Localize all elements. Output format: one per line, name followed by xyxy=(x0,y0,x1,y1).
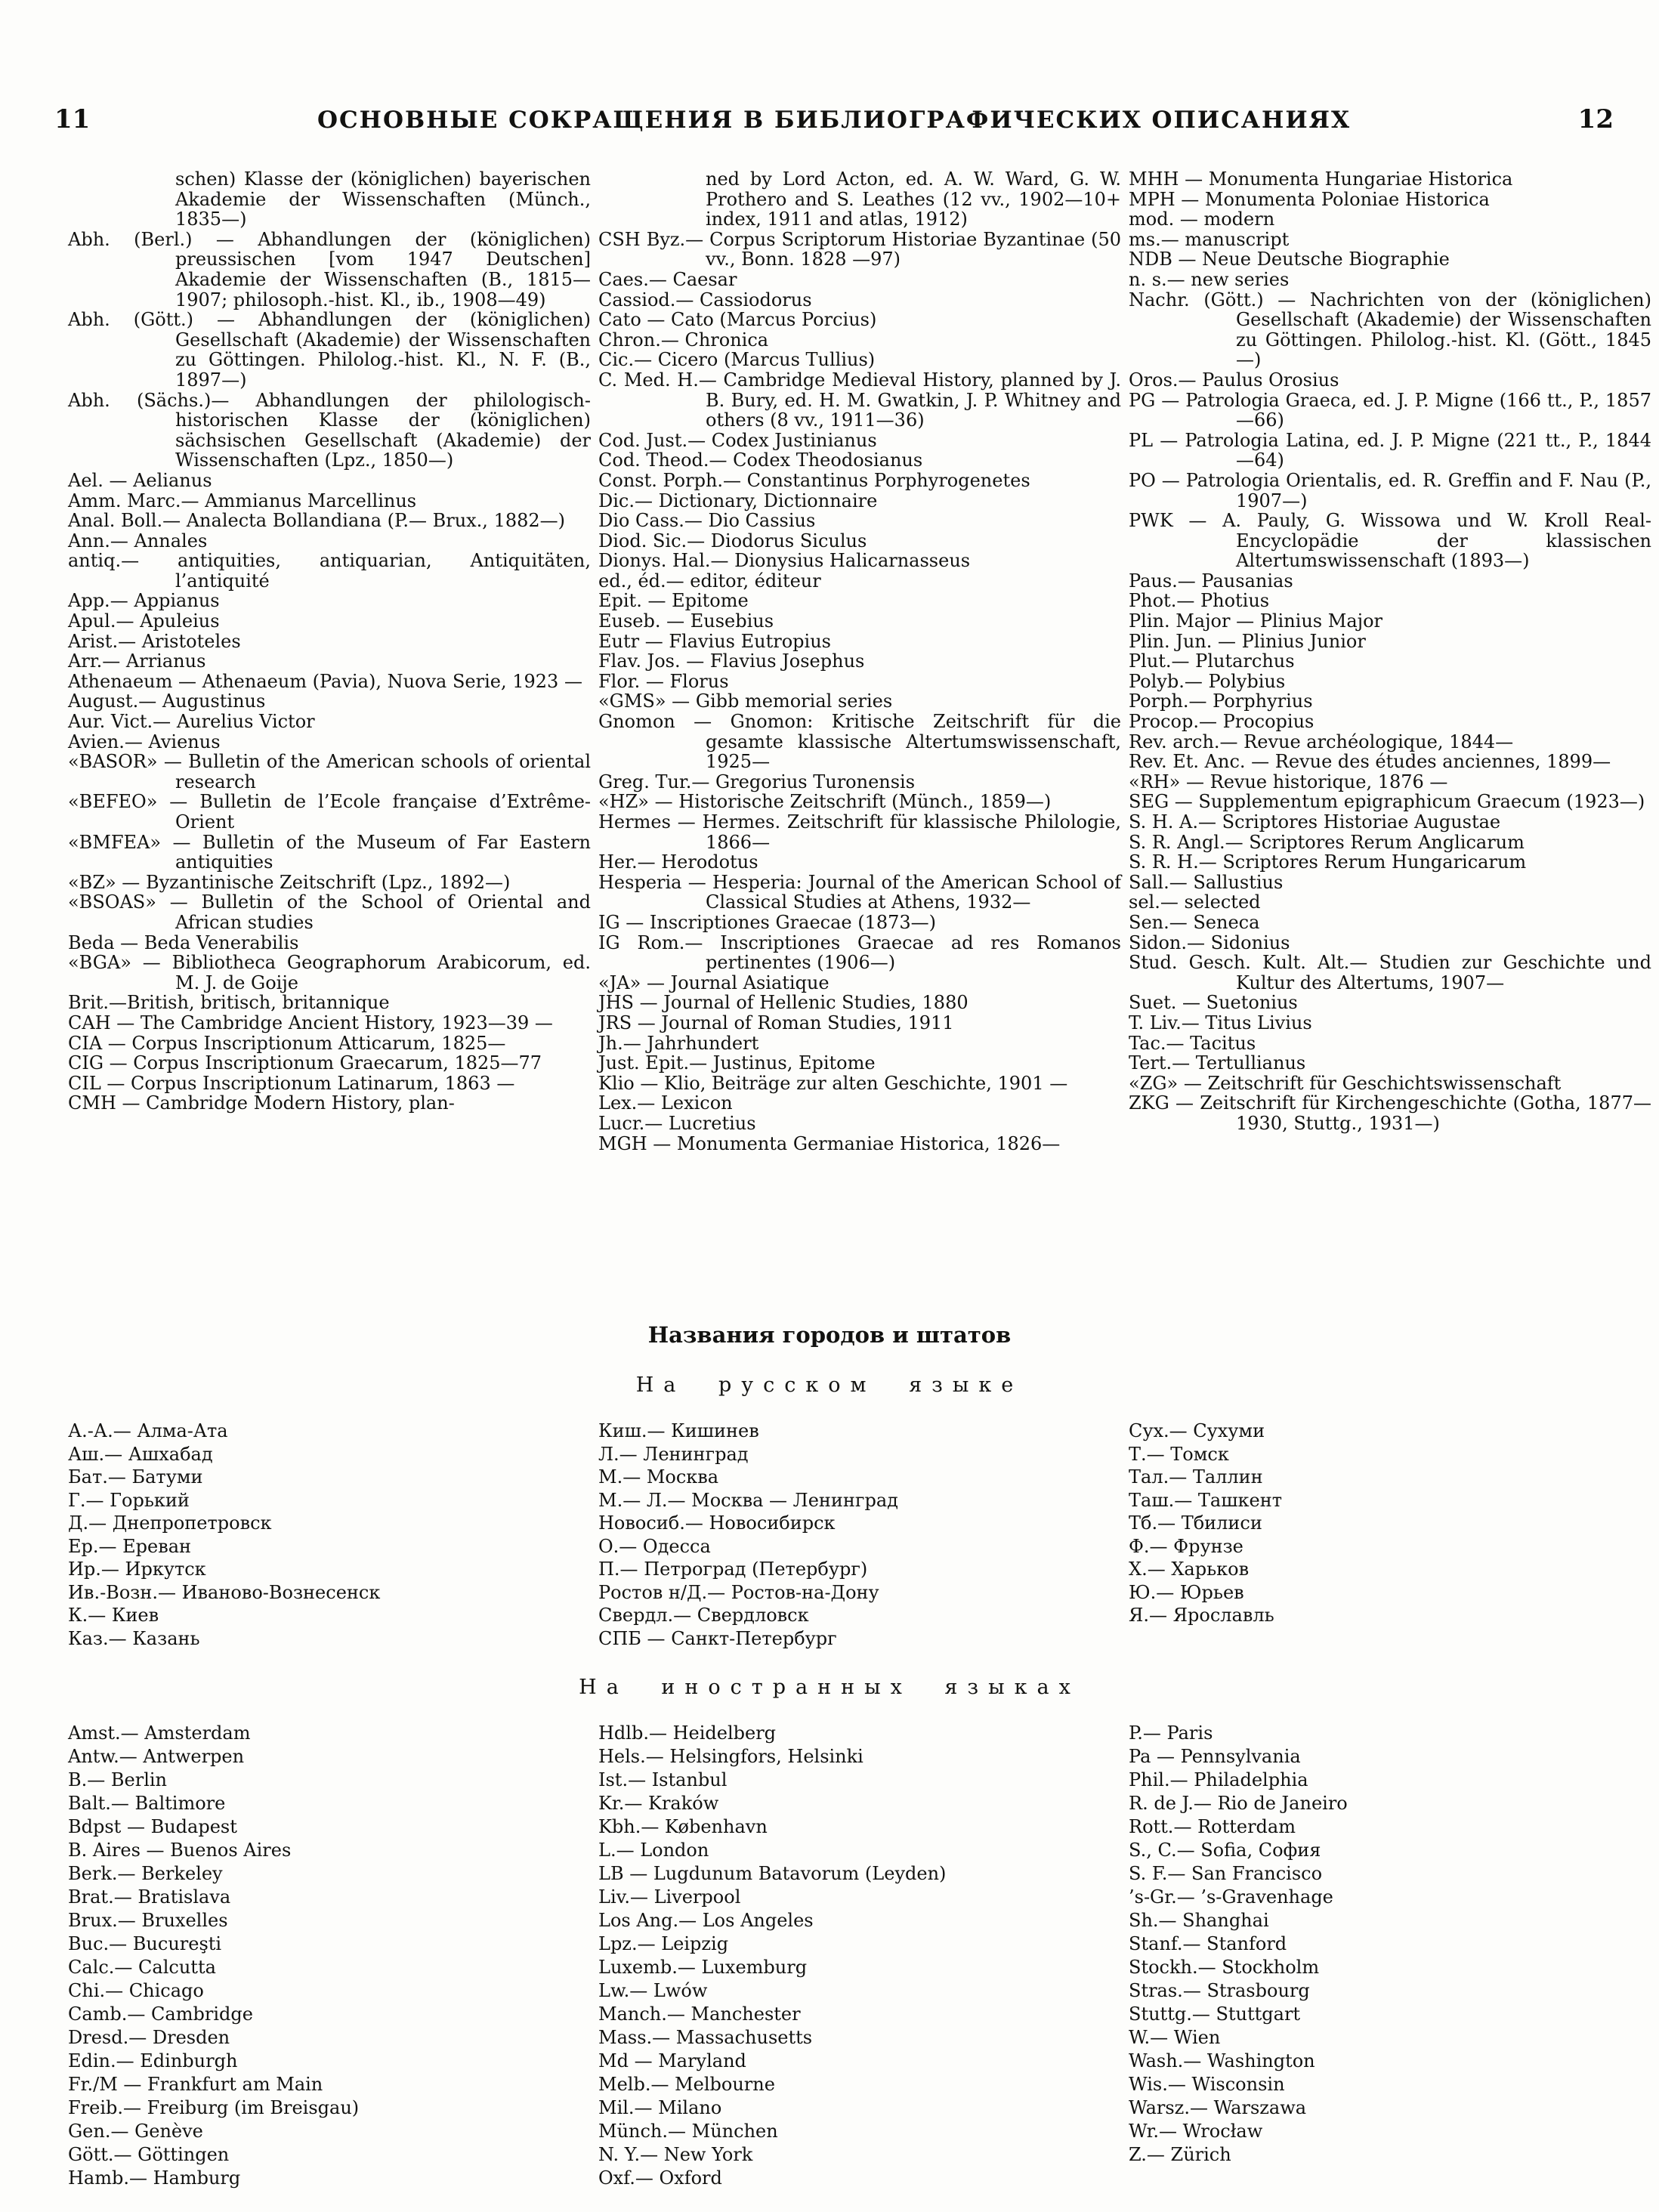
city-entry: Т.— Томск xyxy=(1129,1443,1229,1465)
city-entry: W.— Wien xyxy=(1129,2027,1221,2048)
city-entry: Ростов н/Д.— Ростов-на-Дону xyxy=(598,1581,879,1603)
city-entry: Berk.— Berkeley xyxy=(68,1863,223,1884)
city-entry: Hdlb.— Heidelberg xyxy=(598,1722,777,1744)
abbr-entry: MHH — Monumenta Hungariae Historica xyxy=(1129,168,1513,190)
abbr-entry: Cod. Theod.— Codex Theodosianus xyxy=(598,450,923,471)
abbr-entry: SEG — Supplementum epigraphicum Graecum (1923—) xyxy=(1129,791,1645,813)
city-entry: Calc.— Calcutta xyxy=(68,1957,216,1978)
abbr-entry: JHS — Journal of Hellenic Studies, 1880 xyxy=(598,992,969,1014)
abbr-entry: «BEFEO» — Bulletin de l’Ecole française d’Extrême-Orient xyxy=(68,791,591,833)
russian-language-heading: На русском языке xyxy=(635,1373,1024,1397)
abbr-entry: MGH — Monumenta Germaniae Historica, 1826— xyxy=(598,1132,1061,1154)
city-entry: Phil.— Philadelphia xyxy=(1129,1769,1308,1790)
city-entry: Mass.— Massachusetts xyxy=(598,2027,813,2048)
foreign-city-column-2 xyxy=(598,1722,1121,2190)
abbr-entry: sel.— selected xyxy=(1129,891,1261,913)
city-entry: Свердл.— Свердловск xyxy=(598,1605,809,1626)
city-entry: Ф.— Фрунзе xyxy=(1129,1535,1243,1557)
abbr-entry: Flav. Jos. — Flavius Josephus xyxy=(598,650,865,672)
abbr-entry: «GMS» — Gibb memorial series xyxy=(598,690,893,712)
city-entry: О.— Одесса xyxy=(598,1535,711,1557)
abbr-entry: Jh.— Jahrhundert xyxy=(598,1032,759,1054)
city-entry: Brux.— Bruxelles xyxy=(68,1910,228,1931)
city-entry: Rott.— Rotterdam xyxy=(1129,1816,1296,1837)
city-entry: Antw.— Antwerpen xyxy=(68,1746,245,1767)
abbr-entry: S. H. A.— Scriptores Historiae Augustae xyxy=(1129,811,1501,833)
abbr-entry: S. R. H.— Scriptores Rerum Hungaricarum xyxy=(1129,851,1527,873)
abbr-entry: Aur. Vict.— Aurelius Victor xyxy=(68,711,315,733)
city-entry: Stockh.— Stockholm xyxy=(1129,1957,1320,1978)
city-entry: Chi.— Chicago xyxy=(68,1980,204,2001)
abbr-entry: Epit. — Epitome xyxy=(598,590,749,612)
city-entry: ’s-Gr.— ’s-Gravenhage xyxy=(1129,1886,1333,1908)
city-entry: Ю.— Юрьев xyxy=(1129,1581,1244,1603)
city-entry: Brat.— Bratislava xyxy=(68,1886,231,1908)
abbr-entry: IG — Inscriptiones Graecae (1873—) xyxy=(598,911,937,933)
abbr-entry: Cassiod.— Cassiodorus xyxy=(598,289,812,310)
city-entry: Luxemb.— Luxemburg xyxy=(598,1957,808,1978)
abbr-entry: Beda — Beda Venerabilis xyxy=(68,931,299,953)
city-entry: Stras.— Strasbourg xyxy=(1129,1980,1310,2001)
city-entry: Z.— Zürich xyxy=(1129,2144,1231,2165)
abbr-column-1 xyxy=(68,169,591,1283)
abbr-entry: Caes.— Caesar xyxy=(598,268,737,290)
abbr-entry: Arist.— Aristoteles xyxy=(68,630,241,652)
abbr-entry: «BSOAS» — Bulletin of the School of Oriental and African studies xyxy=(68,891,591,933)
abbr-entry: Phot.— Photius xyxy=(1129,590,1270,612)
city-entry: Тал.— Таллин xyxy=(1129,1466,1263,1488)
city-entry: Lw.— Lwów xyxy=(598,1980,708,2001)
abbr-entry: Lucr.— Lucretius xyxy=(598,1112,756,1134)
city-entry: Sh.— Shanghai xyxy=(1129,1910,1269,1931)
abbr-entry: ms.— manuscript xyxy=(1129,228,1290,250)
city-entry: Warsz.— Warszawa xyxy=(1129,2097,1307,2118)
abbr-entry: S. R. Angl.— Scriptores Rerum Anglicarum xyxy=(1129,831,1525,853)
city-entry: М.— Л.— Москва — Ленинград xyxy=(598,1489,898,1511)
abbr-entry: Gnomon — Gnomon: Kritische Zeitschrift für die gesamte klassische Altertumswissenschaft, 1925— xyxy=(598,711,1121,773)
abbr-entry: «JA» — Journal Asiatique xyxy=(598,972,830,993)
abbr-column-2 xyxy=(598,169,1121,1283)
abbr-entry: Sen.— Seneca xyxy=(1129,911,1260,933)
abbr-entry: Rev. arch.— Revue archéologique, 1844— xyxy=(1129,731,1514,752)
abbr-entry: Rev. Et. Anc. — Revue des études anciennes, 1899— xyxy=(1129,751,1611,773)
abbr-entry: T. Liv.— Titus Livius xyxy=(1129,1012,1312,1033)
russian-city-column-1 xyxy=(68,1420,591,1650)
abbr-entry: Abh. (Gött.) — Abhandlungen der (königlichen) Gesellschaft (Akademie) der Wissenschaften zu Göttingen. Philolog.-hist. Kl., N. F. (B., 1897—) xyxy=(68,309,591,391)
city-entry: N. Y.— New York xyxy=(598,2144,753,2165)
abbr-entry: Dionys. Hal.— Dionysius Halicarnasseus xyxy=(598,550,971,572)
abbr-entry: Lex.— Lexicon xyxy=(598,1092,733,1114)
abbr-entry: Plin. Major — Plinius Major xyxy=(1129,610,1382,632)
city-entry: Camb.— Cambridge xyxy=(68,2003,253,2025)
city-entry: S., C.— Sofia, София xyxy=(1129,1840,1321,1861)
city-entry: П.— Петроград (Петербург) xyxy=(598,1559,868,1580)
page-header xyxy=(0,0,1659,134)
city-entry: Hels.— Helsingfors, Helsinki xyxy=(598,1746,863,1767)
city-entry: Новосиб.— Новосибирск xyxy=(598,1512,836,1534)
abbr-entry: Abh. (Sächs.)— Abhandlungen der philologisch-historischen Klasse der (königlichen) sächsischen Gesellschaft (Akademie) der Wissenschaften (Lpz., 1850—) xyxy=(68,389,591,471)
abbr-entry: Avien.— Avienus xyxy=(68,731,221,752)
abbr-entry: Ael. — Aelianus xyxy=(68,469,212,491)
city-entry: Kr.— Kraków xyxy=(598,1793,719,1814)
abbr-entry: schen) Klasse der (königlichen) bayerischen Akademie der Wissenschaften (Münch., 1835—) xyxy=(175,168,591,230)
abbr-entry: C. Med. H.— Cambridge Medieval History, planned by J. B. Bury, ed. H. M. Gwatkin, J. P. Whitney and others (8 vv., 1911—36) xyxy=(598,369,1121,431)
city-entry: Bdpst — Budapest xyxy=(68,1816,237,1837)
abbr-entry: ed., éd.— editor, éditeur xyxy=(598,570,821,592)
abbr-entry: Diod. Sic.— Diodorus Siculus xyxy=(598,530,867,551)
abbr-entry: n. s.— new series xyxy=(1129,268,1290,290)
abbr-entry: Cod. Just.— Codex Justinianus xyxy=(598,429,877,451)
foreign-city-column-3 xyxy=(1129,1722,1651,2190)
city-entry: Ер.— Ереван xyxy=(68,1535,192,1557)
city-entry: P.— Paris xyxy=(1129,1722,1213,1744)
abbr-entry: Suet. — Suetonius xyxy=(1129,992,1298,1014)
city-entry: Д.— Днепропетровск xyxy=(68,1512,272,1534)
city-entry: Manch.— Manchester xyxy=(598,2003,801,2025)
abbr-entry: PL — Patrologia Latina, ed. J. P. Migne (221 tt., P., 1844—64) xyxy=(1129,429,1651,471)
abbr-entry: CAH — The Cambridge Ancient History, 1923—39 — xyxy=(68,1012,553,1033)
city-entry: Gött.— Göttingen xyxy=(68,2144,230,2165)
abbr-entry: Sall.— Sallustius xyxy=(1129,871,1284,893)
russian-cities-columns xyxy=(0,1397,1659,1650)
abbr-entry: Tert.— Tertullianus xyxy=(1129,1052,1306,1074)
city-entry: Stanf.— Stanford xyxy=(1129,1933,1287,1954)
city-entry: Ир.— Иркутск xyxy=(68,1559,206,1580)
cities-section-title: Названия городов и штатов xyxy=(647,1322,1012,1348)
abbr-entry: Anal. Boll.— Analecta Bollandiana (P.— Brux., 1882—) xyxy=(68,510,566,532)
city-entry: Сух.— Сухуми xyxy=(1129,1420,1265,1441)
abbr-column-3 xyxy=(1129,169,1651,1283)
abbr-entry: Just. Epit.— Justinus, Epitome xyxy=(598,1052,876,1074)
abbr-entry: Porph.— Porphyrius xyxy=(1129,690,1313,712)
abbr-entry: Apul.— Apuleius xyxy=(68,610,220,632)
abbr-entry: Klio — Klio, Beiträge zur alten Geschichte, 1901 — xyxy=(598,1072,1068,1094)
city-entry: Balt.— Baltimore xyxy=(68,1793,226,1814)
abbr-entry: Dio Cass.— Dio Cassius xyxy=(598,510,816,532)
city-entry: Wr.— Wrocław xyxy=(1129,2121,1263,2142)
abbr-entry: NDB — Neue Deutsche Biographie xyxy=(1129,249,1450,270)
city-entry: L.— London xyxy=(598,1840,709,1861)
abbr-entry: PG — Patrologia Graeca, ed. J. P. Migne (166 tt., P., 1857—66) xyxy=(1129,389,1651,431)
abbr-entry: Cic.— Cicero (Marcus Tullius) xyxy=(598,349,876,371)
city-entry: Киш.— Кишинев xyxy=(598,1420,759,1441)
abbr-entry: CSH Byz.— Corpus Scriptorum Historiae Byzantinae (50 vv., Bonn. 1828 —97) xyxy=(598,228,1121,270)
abbr-entry: «BMFEA» — Bulletin of the Museum of Far Eastern antiquities xyxy=(68,831,591,873)
city-entry: Dresd.— Dresden xyxy=(68,2027,230,2048)
russian-city-column-3 xyxy=(1129,1420,1651,1650)
city-entry: Liv.— Liverpool xyxy=(598,1886,741,1908)
abbr-entry: Cato — Cato (Marcus Porcius) xyxy=(598,309,877,331)
abbr-entry: CMH — Cambridge Modern History, plan- xyxy=(68,1092,455,1114)
abbr-entry: Her.— Herodotus xyxy=(598,851,758,873)
page-number-left: 11 xyxy=(54,104,91,134)
city-entry: B. Aires — Buenos Aires xyxy=(68,1840,292,1861)
abbr-entry: Paus.— Pausanias xyxy=(1129,570,1293,592)
city-entry: B.— Berlin xyxy=(68,1769,168,1790)
city-entry: Lpz.— Leipzig xyxy=(598,1933,729,1954)
abbr-entry: App.— Appianus xyxy=(68,590,220,612)
city-entry: Ив.-Возн.— Иваново-Вознесенск xyxy=(68,1581,381,1603)
city-entry: Каз.— Казань xyxy=(68,1627,200,1649)
abbr-entry: Arr.— Arrianus xyxy=(68,650,206,672)
abbr-entry: Flor. — Florus xyxy=(598,670,729,692)
abbr-entry: «RH» — Revue historique, 1876 — xyxy=(1129,771,1448,792)
city-entry: К.— Киев xyxy=(68,1605,159,1626)
page-number-right: 12 xyxy=(1577,104,1614,134)
city-entry: Kbh.— København xyxy=(598,1816,768,1837)
abbr-entry: Brit.—British, britisch, britannique xyxy=(68,992,390,1014)
city-entry: LB — Lugdunum Batavorum (Leyden) xyxy=(598,1863,947,1884)
city-entry: Fr./M — Frankfurt am Main xyxy=(68,2074,323,2095)
abbr-entry: August.— Augustinus xyxy=(68,690,266,712)
abbr-entry: Oros.— Paulus Orosius xyxy=(1129,369,1339,391)
abbr-entry: IG Rom.— Inscriptiones Graecae ad res Romanos pertinentes (1906—) xyxy=(598,931,1121,974)
city-entry: А.-А.— Алма-Ата xyxy=(68,1420,228,1441)
city-entry: М.— Москва xyxy=(598,1466,719,1488)
abbr-entry: Dic.— Dictionary, Dictionnaire xyxy=(598,490,878,511)
foreign-language-heading: На иностранных языках xyxy=(579,1676,1080,1699)
abbr-entry: Polyb.— Polybius xyxy=(1129,670,1286,692)
city-entry: Mil.— Milano xyxy=(598,2097,722,2118)
abbr-entry: Stud. Gesch. Kult. Alt.— Studien zur Geschichte und Kultur des Altertums, 1907— xyxy=(1129,952,1651,993)
abbr-entry: Nachr. (Gött.) — Nachrichten von der (königlichen) Gesellschaft (Akademie) der Wissenschaften zu Göttingen. Philolog.-hist. Kl. (Gött., 1845—) xyxy=(1129,289,1651,371)
city-entry: Pa — Pennsylvania xyxy=(1129,1746,1301,1767)
abbr-entry: Athenaeum — Athenaeum (Pavia), Nuova Serie, 1923 — xyxy=(68,670,582,692)
city-entry: Ist.— Istanbul xyxy=(598,1769,728,1790)
city-entry: Md — Maryland xyxy=(598,2050,746,2071)
city-entry: Аш.— Ашхабад xyxy=(68,1443,213,1465)
city-entry: Таш.— Ташкент xyxy=(1129,1489,1282,1511)
city-entry: Stuttg.— Stuttgart xyxy=(1129,2003,1301,2025)
city-entry: Я.— Ярославль xyxy=(1129,1605,1274,1626)
abbr-entry: Hesperia — Hesperia: Journal of the American School of Classical Studies at Athens, 1932— xyxy=(598,871,1121,913)
abbr-entry: «ZG» — Zeitschrift für Geschichtswissenschaft xyxy=(1129,1072,1562,1094)
city-entry: Münch.— München xyxy=(598,2121,778,2142)
foreign-city-column-1 xyxy=(68,1722,591,2190)
abbr-entry: Greg. Tur.— Gregorius Turonensis xyxy=(598,771,916,792)
city-entry: Edin.— Edinburgh xyxy=(68,2050,238,2071)
city-entry: Oxf.— Oxford xyxy=(598,2167,722,2189)
city-entry: Тб.— Тбилиси xyxy=(1129,1512,1262,1534)
abbr-entry: CIA — Corpus Inscriptionum Atticarum, 1825— xyxy=(68,1032,506,1054)
abbr-entry: antiq.— antiquities, antiquarian, Antiquitäten, l’antiquité xyxy=(68,550,591,592)
city-entry: Amst.— Amsterdam xyxy=(68,1722,251,1744)
city-entry: Buc.— Bucureşti xyxy=(68,1933,222,1954)
abbr-entry: Amm. Marc.— Ammianus Marcellinus xyxy=(68,490,417,511)
abbr-entry: PO — Patrologia Orientalis, ed. R. Greffin and F. Nau (P., 1907—) xyxy=(1129,469,1651,511)
abbr-entry: JRS — Journal of Roman Studies, 1911 xyxy=(598,1012,954,1033)
abbr-entry: Chron.— Chronica xyxy=(598,329,769,351)
abbr-entry: «BASOR» — Bulletin of the American schools of oriental research xyxy=(68,751,591,792)
city-entry: Melb.— Melbourne xyxy=(598,2074,775,2095)
abbr-entry: mod. — modern xyxy=(1129,209,1275,230)
city-entry: Wash.— Washington xyxy=(1129,2050,1315,2071)
city-entry: Los Ang.— Los Angeles xyxy=(598,1910,814,1931)
abbr-entry: ZKG — Zeitschrift für Kirchengeschichte (Gotha, 1877—1930, Stuttg., 1931—) xyxy=(1129,1092,1651,1134)
abbr-entry: «BZ» — Byzantinische Zeitschrift (Lpz., 1892—) xyxy=(68,871,511,893)
abbr-entry: «BGA» — Bibliotheca Geographorum Arabicorum, ed. M. J. de Goije xyxy=(68,952,591,993)
city-entry: Freib.— Freiburg (im Breisgau) xyxy=(68,2097,360,2118)
abbr-entry: Plut.— Plutarchus xyxy=(1129,650,1295,672)
abbr-entry: Plin. Jun. — Plinius Junior xyxy=(1129,630,1366,652)
city-entry: Gen.— Genève xyxy=(68,2121,203,2142)
abbr-entry: Euseb. — Eusebius xyxy=(598,610,774,632)
abbr-entry: Eutr — Flavius Eutropius xyxy=(598,630,831,652)
abbr-entry: Procop.— Procopius xyxy=(1129,711,1315,733)
city-entry: СПБ — Санкт-Петербург xyxy=(598,1627,837,1649)
city-entry: Г.— Горький xyxy=(68,1489,190,1511)
abbr-entry: CIG — Corpus Inscriptionum Graecarum, 1825—77 xyxy=(68,1052,542,1074)
abbr-entry: Abh. (Berl.) — Abhandlungen der (königlichen) preussischen [vom 1947 Deutschen] Akademie der Wissenschaften (B., 1815—1907; philosoph.-hist. Kl., ib., 1908—49) xyxy=(68,228,591,310)
city-entry: Wis.— Wisconsin xyxy=(1129,2074,1285,2095)
city-entry: Hamb.— Hamburg xyxy=(68,2167,241,2189)
abbr-entry: ned by Lord Acton, ed. A. W. Ward, G. W. Prothero and S. Leathes (12 vv., 1902—10+ index, 1911 and atlas, 1912) xyxy=(706,168,1121,230)
city-entry: S. F.— San Francisco xyxy=(1129,1863,1323,1884)
abbreviations-section xyxy=(0,134,1659,1283)
abbr-entry: Const. Porph.— Constantinus Porphyrogenetes xyxy=(598,469,1030,491)
abbr-entry: Hermes — Hermes. Zeitschrift für klassische Philologie, 1866— xyxy=(598,811,1121,853)
foreign-cities-columns xyxy=(0,1699,1659,2190)
abbr-entry: «HZ» — Historische Zeitschrift (Münch., 1859—) xyxy=(598,791,1052,813)
abbr-entry: CIL — Corpus Inscriptionum Latinarum, 1863 — xyxy=(68,1072,515,1094)
city-entry: Х.— Харьков xyxy=(1129,1559,1250,1580)
abbr-entry: Ann.— Annales xyxy=(68,530,208,551)
city-entry: Л.— Ленинград xyxy=(598,1443,749,1465)
abbr-entry: Tac.— Tacitus xyxy=(1129,1032,1256,1054)
russian-city-column-2 xyxy=(598,1420,1121,1650)
abbr-entry: PWK — A. Pauly, G. Wissowa und W. Kroll Real-Encyclopädie der klassischen Altertumswissenschaft (1893—) xyxy=(1129,510,1651,572)
abbr-entry: MPH — Monumenta Poloniae Historica xyxy=(1129,188,1490,210)
city-entry: R. de J.— Rio de Janeiro xyxy=(1129,1793,1348,1814)
city-entry: Бат.— Батуми xyxy=(68,1466,203,1488)
page-title: ОСНОВНЫЕ СОКРАЩЕНИЯ В БИБЛИОГРАФИЧЕСКИХ ОПИСАНИЯХ xyxy=(317,107,1352,134)
abbr-entry: Sidon.— Sidonius xyxy=(1129,931,1290,953)
